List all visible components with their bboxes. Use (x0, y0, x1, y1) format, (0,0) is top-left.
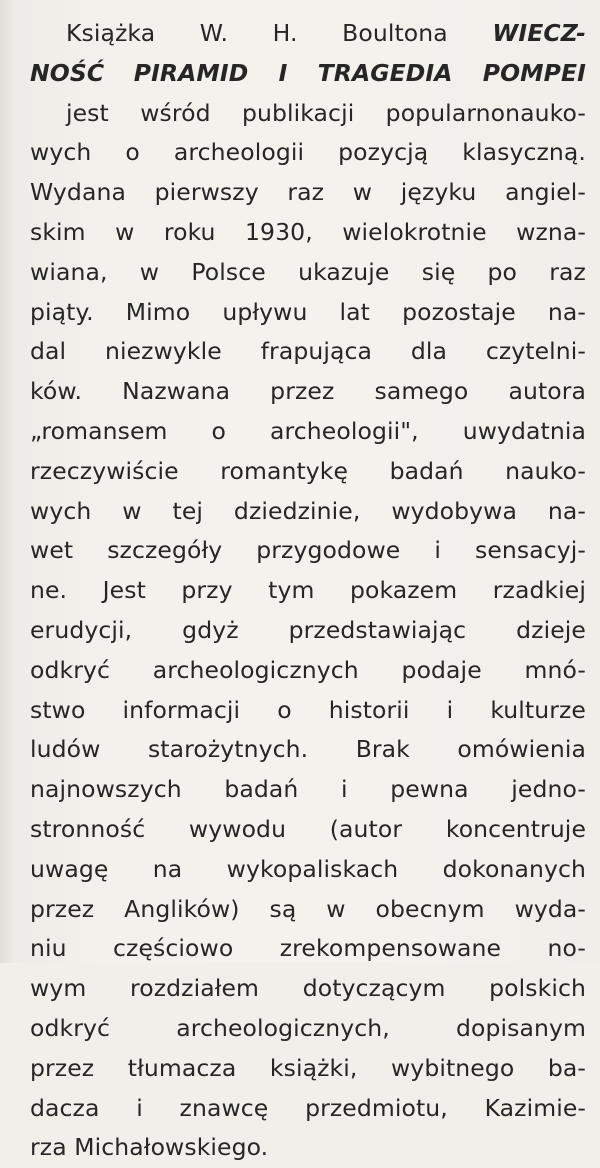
text-line-3: jest wśród publikacji popularnonauko- (66, 98, 586, 127)
text-line-18: stwo informacji o historii i kulturze (30, 695, 586, 724)
text-line-27: przez tłumacza książki, wybitnego ba- (30, 1053, 586, 1082)
text-line-13: wych w tej dziedzinie, wydobywa na- (30, 496, 586, 525)
text-line-12: rzeczywiście romantykę badań nauko- (30, 456, 586, 485)
book-title-part-2: PIRAMID I TRAGEDIA POMPEI (133, 58, 586, 87)
text-line-15: ne. Jest przy tym pokazem rzadkiej (30, 576, 586, 605)
text-line-28: dacza i znawcę przedmiotu, Kazimie- (30, 1093, 586, 1122)
text-line-10: ków. Nazwana przez samego autora (30, 377, 586, 406)
description-paragraph (30, 14, 586, 1168)
text-line-9: dal niezwykle frapująca dla czytelni- (30, 337, 586, 366)
text-line-20: najnowszych badań i pewna jedno- (30, 775, 586, 804)
text-line-23: przez Anglików) są w obecnym wyda- (30, 894, 586, 923)
text-line-14: wet szczegóły przygodowe i sensacyj- (30, 536, 586, 565)
text-line-16: erudycji, gdyż przedstawiając dzieje (30, 615, 586, 644)
text-line-8: piąty. Mimo upływu lat pozostaje na- (30, 297, 586, 326)
text-line-24: niu częściowo zrekompensowane no- (30, 934, 586, 963)
text-line-2 (30, 54, 586, 94)
text-line-6: skim w roku 1930, wielokrotnie wzna- (30, 217, 586, 246)
line-text: NOŚĆ (30, 58, 105, 87)
text-line-5: Wydana pierwszy raz w języku angiel- (30, 178, 586, 207)
page-edge-shadow (0, 0, 14, 963)
text-line-25: wym rozdziałem dotyczącym polskich (30, 974, 586, 1003)
text-line-17: odkryć archeologicznych podaje mnó- (30, 655, 586, 684)
text-line-4: wych o archeologii pozycją klasyczną. (30, 138, 586, 167)
text-line-19: ludów starożytnych. Brak omówienia (30, 735, 586, 764)
text-line-7: wiana, w Polsce ukazuje się po raz (30, 257, 586, 286)
text-line-11: „romansem o archeologii", uwydatnia (30, 416, 586, 445)
text-line-29: rza Michałowskiego. (30, 1133, 269, 1162)
text-line-26: odkryć archeologicznych, dopisanym (30, 1013, 586, 1042)
text-line-21: stronność wywodu (autor koncentruje (30, 814, 586, 843)
line-text: Książka W. H. Boultona (66, 19, 448, 47)
book-title-part-1: WIECZ- (492, 19, 586, 47)
text-line-22: uwagę na wykopaliskach dokonanych (30, 854, 586, 883)
text-line-1 (30, 14, 586, 54)
